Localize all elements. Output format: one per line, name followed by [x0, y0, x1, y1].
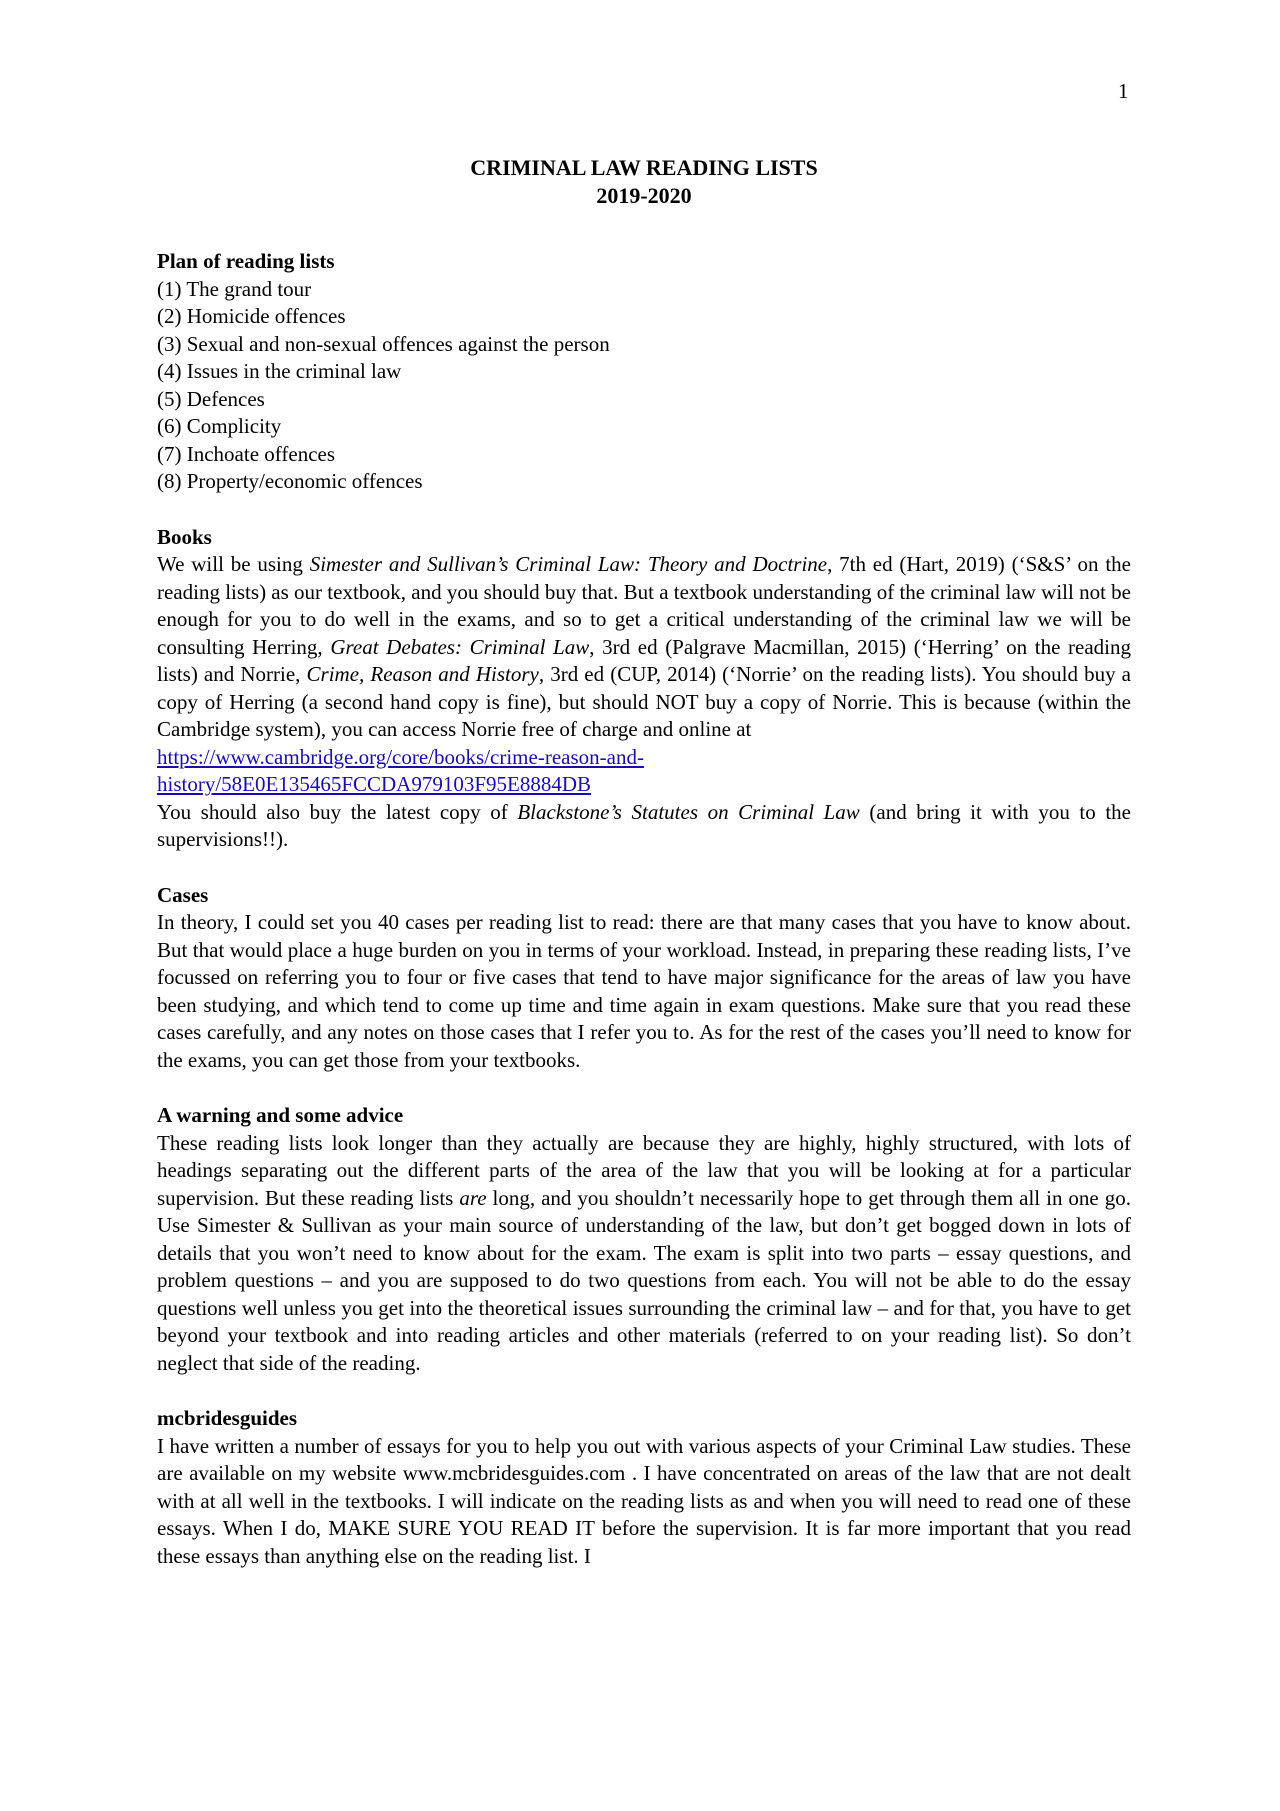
plan-item: (8) Property/economic offences [157, 469, 423, 493]
emphasis-text: are [459, 1185, 487, 1210]
norrie-link-line-2[interactable]: history/58E0E135465FCCDA979103F95E8884DB [157, 772, 592, 796]
book-title: Great Debates: Criminal Law [330, 634, 590, 659]
title-line-2: 2019-2020 [596, 183, 692, 208]
plan-section [157, 248, 1131, 496]
plan-item: (2) Homicide offences [157, 304, 346, 328]
books-text: , 3rd ed (Palgrave Macmillan, 2015) (‘Herring’ on the reading lists) and Norrie, [157, 634, 1131, 686]
plan-item: (3) Sexual and non-sexual offences against the person [157, 331, 610, 356]
norrie-link[interactable] [157, 744, 1131, 799]
plan-heading: Plan of reading lists [157, 249, 335, 273]
warning-text: These reading lists look longer than they actually are because they are highly, highly structured, with lots of headings separating out the different parts of the area of the law that you will be looking at for a particular supervision. But these reading lists [157, 1130, 1131, 1210]
book-title: Blackstone’s Statutes on Criminal Law [517, 799, 860, 824]
cases-section [157, 882, 1131, 1075]
plan-item: (4) Issues in the criminal law [157, 359, 402, 383]
books-heading: Books [157, 524, 212, 549]
plan-item: (6) Complicity [157, 414, 282, 438]
statutes-paragraph [157, 799, 1131, 854]
mcbrides-paragraph: I have written a number of essays for you to help you out with various aspects of your Criminal Law studies. These are available on my website www.mcbridesguides.com . I have concentrated on areas of the law that are not dealt with at all well in the textbooks. I will indicate on the reading lists as and when you will need to read one of these essays. When I do, MAKE SURE YOU READ IT before the supervision. It is far more important that you read these essays than anything else on the reading list. I [157, 1433, 1131, 1568]
cases-paragraph: In theory, I could set you 40 cases per reading list to read: there are that many cases that you have to know about. But that would place a huge burden on you in terms of your workload. Instead, in preparing these reading lists, I’ve focussed on referring you to four or five cases that tend to have major significance for the areas of law you have been studying, and which tend to come up time and time again in exam questions. Make sure that you read these cases carefully, and any notes on those cases that I refer you to. As for the rest of the cases you’ll need to know for the exams, you can get those from your textbooks. [157, 910, 1131, 1072]
book-title: Simester and Sullivan’s Criminal Law: Theory and Doctrine [309, 552, 828, 576]
plan-item: (1) The grand tour [157, 276, 312, 301]
page-number: 1 [1118, 79, 1129, 103]
plan-item: (7) Inchoate offences [157, 441, 336, 466]
document-title [157, 154, 1131, 210]
books-text: We will be using [157, 552, 310, 576]
books-paragraph [157, 551, 1131, 744]
document-body [157, 154, 1131, 1570]
books-text: You should also buy the latest copy of [157, 799, 518, 824]
cases-heading: Cases [157, 882, 209, 907]
warning-heading: A warning and some advice [157, 1103, 404, 1127]
warning-paragraph [157, 1130, 1131, 1378]
warning-section [157, 1102, 1131, 1377]
book-title: Crime, Reason and History [306, 662, 539, 686]
books-section [157, 524, 1131, 854]
mcbrides-section [157, 1405, 1131, 1570]
norrie-link-line-1[interactable]: https://www.cambridge.org/core/books/crime-reason-and- [157, 744, 644, 769]
mcbrides-heading: mcbridesguides [157, 1406, 298, 1430]
warning-text: long, and you shouldn’t necessarily hope to get through them all in one go. Use Simester & Sullivan as your main source of understanding of the law, but don’t get bogged down in lots of details that you won’t need to know about for the exam. The exam is split into two parts – essay questions, and problem questions – and you are supposed to do two questions from each. You will not be able to do the essay questions well unless you get into the theoretical issues surrounding the criminal law – and for that, you have to get beyond your textbook and into reading articles and other materials (referred to on your reading list). So don’t neglect that side of the reading. [157, 1185, 1131, 1375]
title-line-1: CRIMINAL LAW READING LISTS [470, 155, 818, 180]
books-text: , 3rd ed (CUP, 2014) (‘Norrie’ on the reading lists). You should buy a copy of Herring (a second hand copy is fine), but should NOT buy a copy of Norrie. This is because (within the Cambridge system), you can access Norrie free of charge and online at [157, 662, 1131, 741]
plan-list [157, 276, 1131, 496]
books-text: (and bring it with you to the supervisions!!). [157, 799, 1132, 851]
plan-item: (5) Defences [157, 386, 265, 411]
books-text: , 7th ed (Hart, 2019) (‘S&S’ on the reading lists) as our textbook, and you should buy that. But a textbook understanding of the criminal law will not be enough for you to do well in the exams, and so to get a critical understanding of the criminal law we will be consulting Herring, [157, 552, 1131, 659]
